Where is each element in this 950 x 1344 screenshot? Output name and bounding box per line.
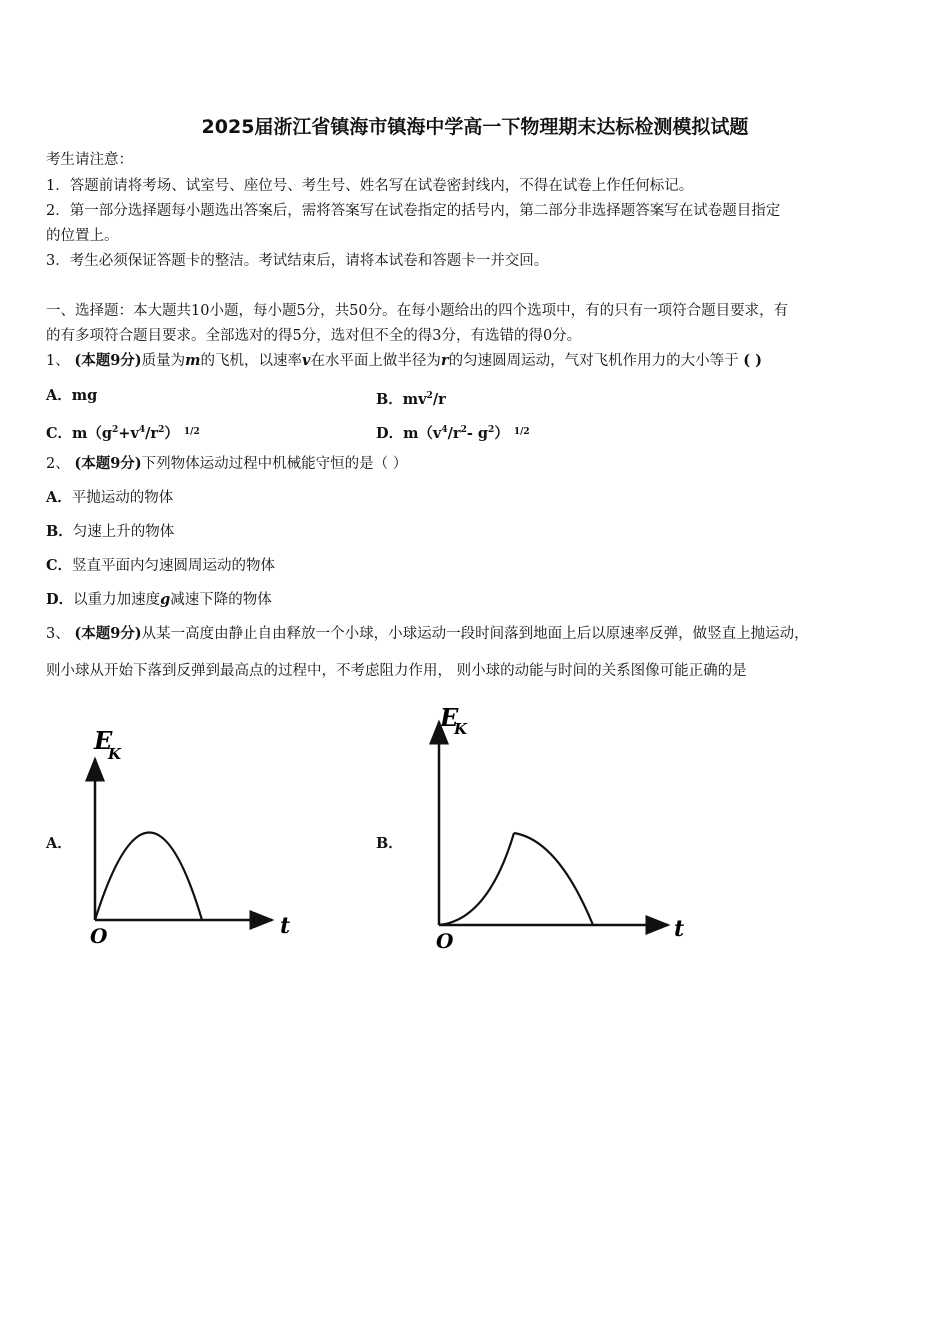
superscript: 2 xyxy=(488,425,495,435)
question-score: (本题9分) xyxy=(74,625,142,642)
question-score: (本题9分) xyxy=(74,352,142,369)
var-v: v xyxy=(302,352,311,369)
notice-heading: 考生请注意： xyxy=(46,152,133,168)
q2-option-d[interactable] xyxy=(46,590,272,610)
option-text: mv xyxy=(402,390,427,408)
y-axis-label: E xyxy=(94,726,113,755)
question-1 xyxy=(46,351,762,371)
curve-rising xyxy=(514,833,593,925)
section-intro: 一、选择题：本大题共10小题，每小题5分，共50分。在每小题给出的四个选项中，有的只有一项符合题目要求，有 xyxy=(46,303,789,319)
option-text: 匀速上升的物体 xyxy=(72,524,175,540)
option-label: B． xyxy=(46,523,73,540)
option-text: +v xyxy=(118,424,139,442)
question-text: 从某一高度由静止自由释放一个小球，小球运动一段时间落到地面上后以原速率反弹，做竖直上抛运动， xyxy=(141,626,809,642)
y-axis-subscript: K xyxy=(454,720,468,738)
question-3 xyxy=(46,624,809,644)
option-label: B． xyxy=(376,390,403,408)
q3-option-b-label[interactable]: B． xyxy=(376,835,403,852)
option-label: A． xyxy=(46,387,72,404)
option-text: 以重力加速度 xyxy=(73,592,161,608)
option-text: m（g xyxy=(72,424,113,442)
q1-option-c[interactable] xyxy=(46,420,200,444)
option-text: mg xyxy=(71,387,98,404)
answer-bracket: ( ) xyxy=(743,352,762,369)
option-label: D． xyxy=(46,591,74,608)
var-g: g xyxy=(160,591,171,608)
page-title: 2025届浙江省镇海市镇海中学高一下物理期末达标检测模拟试题 xyxy=(201,116,749,138)
q1-option-b[interactable] xyxy=(376,386,446,410)
option-text: /r xyxy=(432,390,446,408)
question-score: (本题9分) xyxy=(74,455,142,472)
option-label: D． xyxy=(376,424,404,442)
curve xyxy=(95,833,202,921)
option-text: /r xyxy=(447,424,461,442)
superscript: 2 xyxy=(158,425,165,435)
question-text: 质量为 xyxy=(141,353,186,369)
option-label: C． xyxy=(46,557,73,574)
question-2 xyxy=(46,454,407,474)
graph-a[interactable] xyxy=(82,725,302,955)
q3-option-a-label[interactable]: A． xyxy=(46,835,72,852)
superscript: 2 xyxy=(112,425,119,435)
option-text: m（v xyxy=(403,424,442,442)
superscript: 2 xyxy=(426,391,433,401)
notice-item: 3．考生必须保证答题卡的整洁。考试结束后，请将本试卷和答题卡一并交回。 xyxy=(46,253,549,269)
question-number: 2、 xyxy=(46,456,70,472)
var-m: m xyxy=(185,352,201,369)
exponent: 1/2 xyxy=(513,426,530,437)
question-text: 在水平面上做半径为 xyxy=(310,353,441,369)
question-number: 3、 xyxy=(46,626,70,642)
q2-option-c[interactable] xyxy=(46,556,275,576)
curve-falling xyxy=(439,833,514,925)
option-text: /r xyxy=(145,424,159,442)
x-axis-label: t xyxy=(674,916,685,942)
question-text: 的飞机，以速率 xyxy=(200,353,302,369)
option-text: ） xyxy=(494,424,509,442)
q2-option-a[interactable] xyxy=(46,488,173,508)
var-r: r xyxy=(440,352,449,369)
notice-item: 1．答题前请将考场、试室号、座位号、考生号、姓名写在试卷密封线内，不得在试卷上作任何标记。 xyxy=(46,178,694,194)
option-label: C． xyxy=(46,424,73,442)
question-number: 1、 xyxy=(46,353,70,369)
exponent: 1/2 xyxy=(183,426,200,437)
superscript: 4 xyxy=(138,425,146,435)
origin-label: O xyxy=(436,929,454,953)
x-axis-label: t xyxy=(280,913,291,939)
y-axis-subscript: K xyxy=(108,745,122,763)
superscript: 2 xyxy=(460,425,467,435)
notice-item: 的位置上。 xyxy=(46,228,119,244)
option-text: ） xyxy=(164,424,179,442)
notice-item: 2．第一部分选择题每小题选出答案后，需将答案写在试卷指定的括号内，第二部分非选择题答案写在试卷题目指定 xyxy=(46,203,781,219)
question-text: 下列物体运动过程中机械能守恒的是（ ） xyxy=(141,456,408,472)
graph-b[interactable] xyxy=(428,700,698,960)
option-text: 平抛运动的物体 xyxy=(71,490,174,506)
option-text: - g xyxy=(466,424,489,442)
question-3-cont: 则小球从开始下落到反弹到最高点的过程中，不考虑阻力作用， 则小球的动能与时间的关系图像可能正确的是 xyxy=(46,663,747,679)
q1-option-a[interactable] xyxy=(46,386,97,406)
origin-label: O xyxy=(90,924,108,948)
superscript: 4 xyxy=(441,425,448,435)
y-axis-label: E xyxy=(440,703,459,732)
option-label: A． xyxy=(46,489,72,506)
question-text: 的匀速圆周运动，气对飞机作用力的大小等于 xyxy=(448,353,739,369)
section-intro: 的有多项符合题目要求。全部选对的得5分，选对但不全的得3分，有选错的得0分。 xyxy=(46,328,582,344)
option-text: 减速下降的物体 xyxy=(170,592,272,608)
q2-option-b[interactable] xyxy=(46,522,174,542)
option-text: 竖直平面内匀速圆周运动的物体 xyxy=(72,558,276,574)
q1-option-d[interactable] xyxy=(376,420,530,444)
